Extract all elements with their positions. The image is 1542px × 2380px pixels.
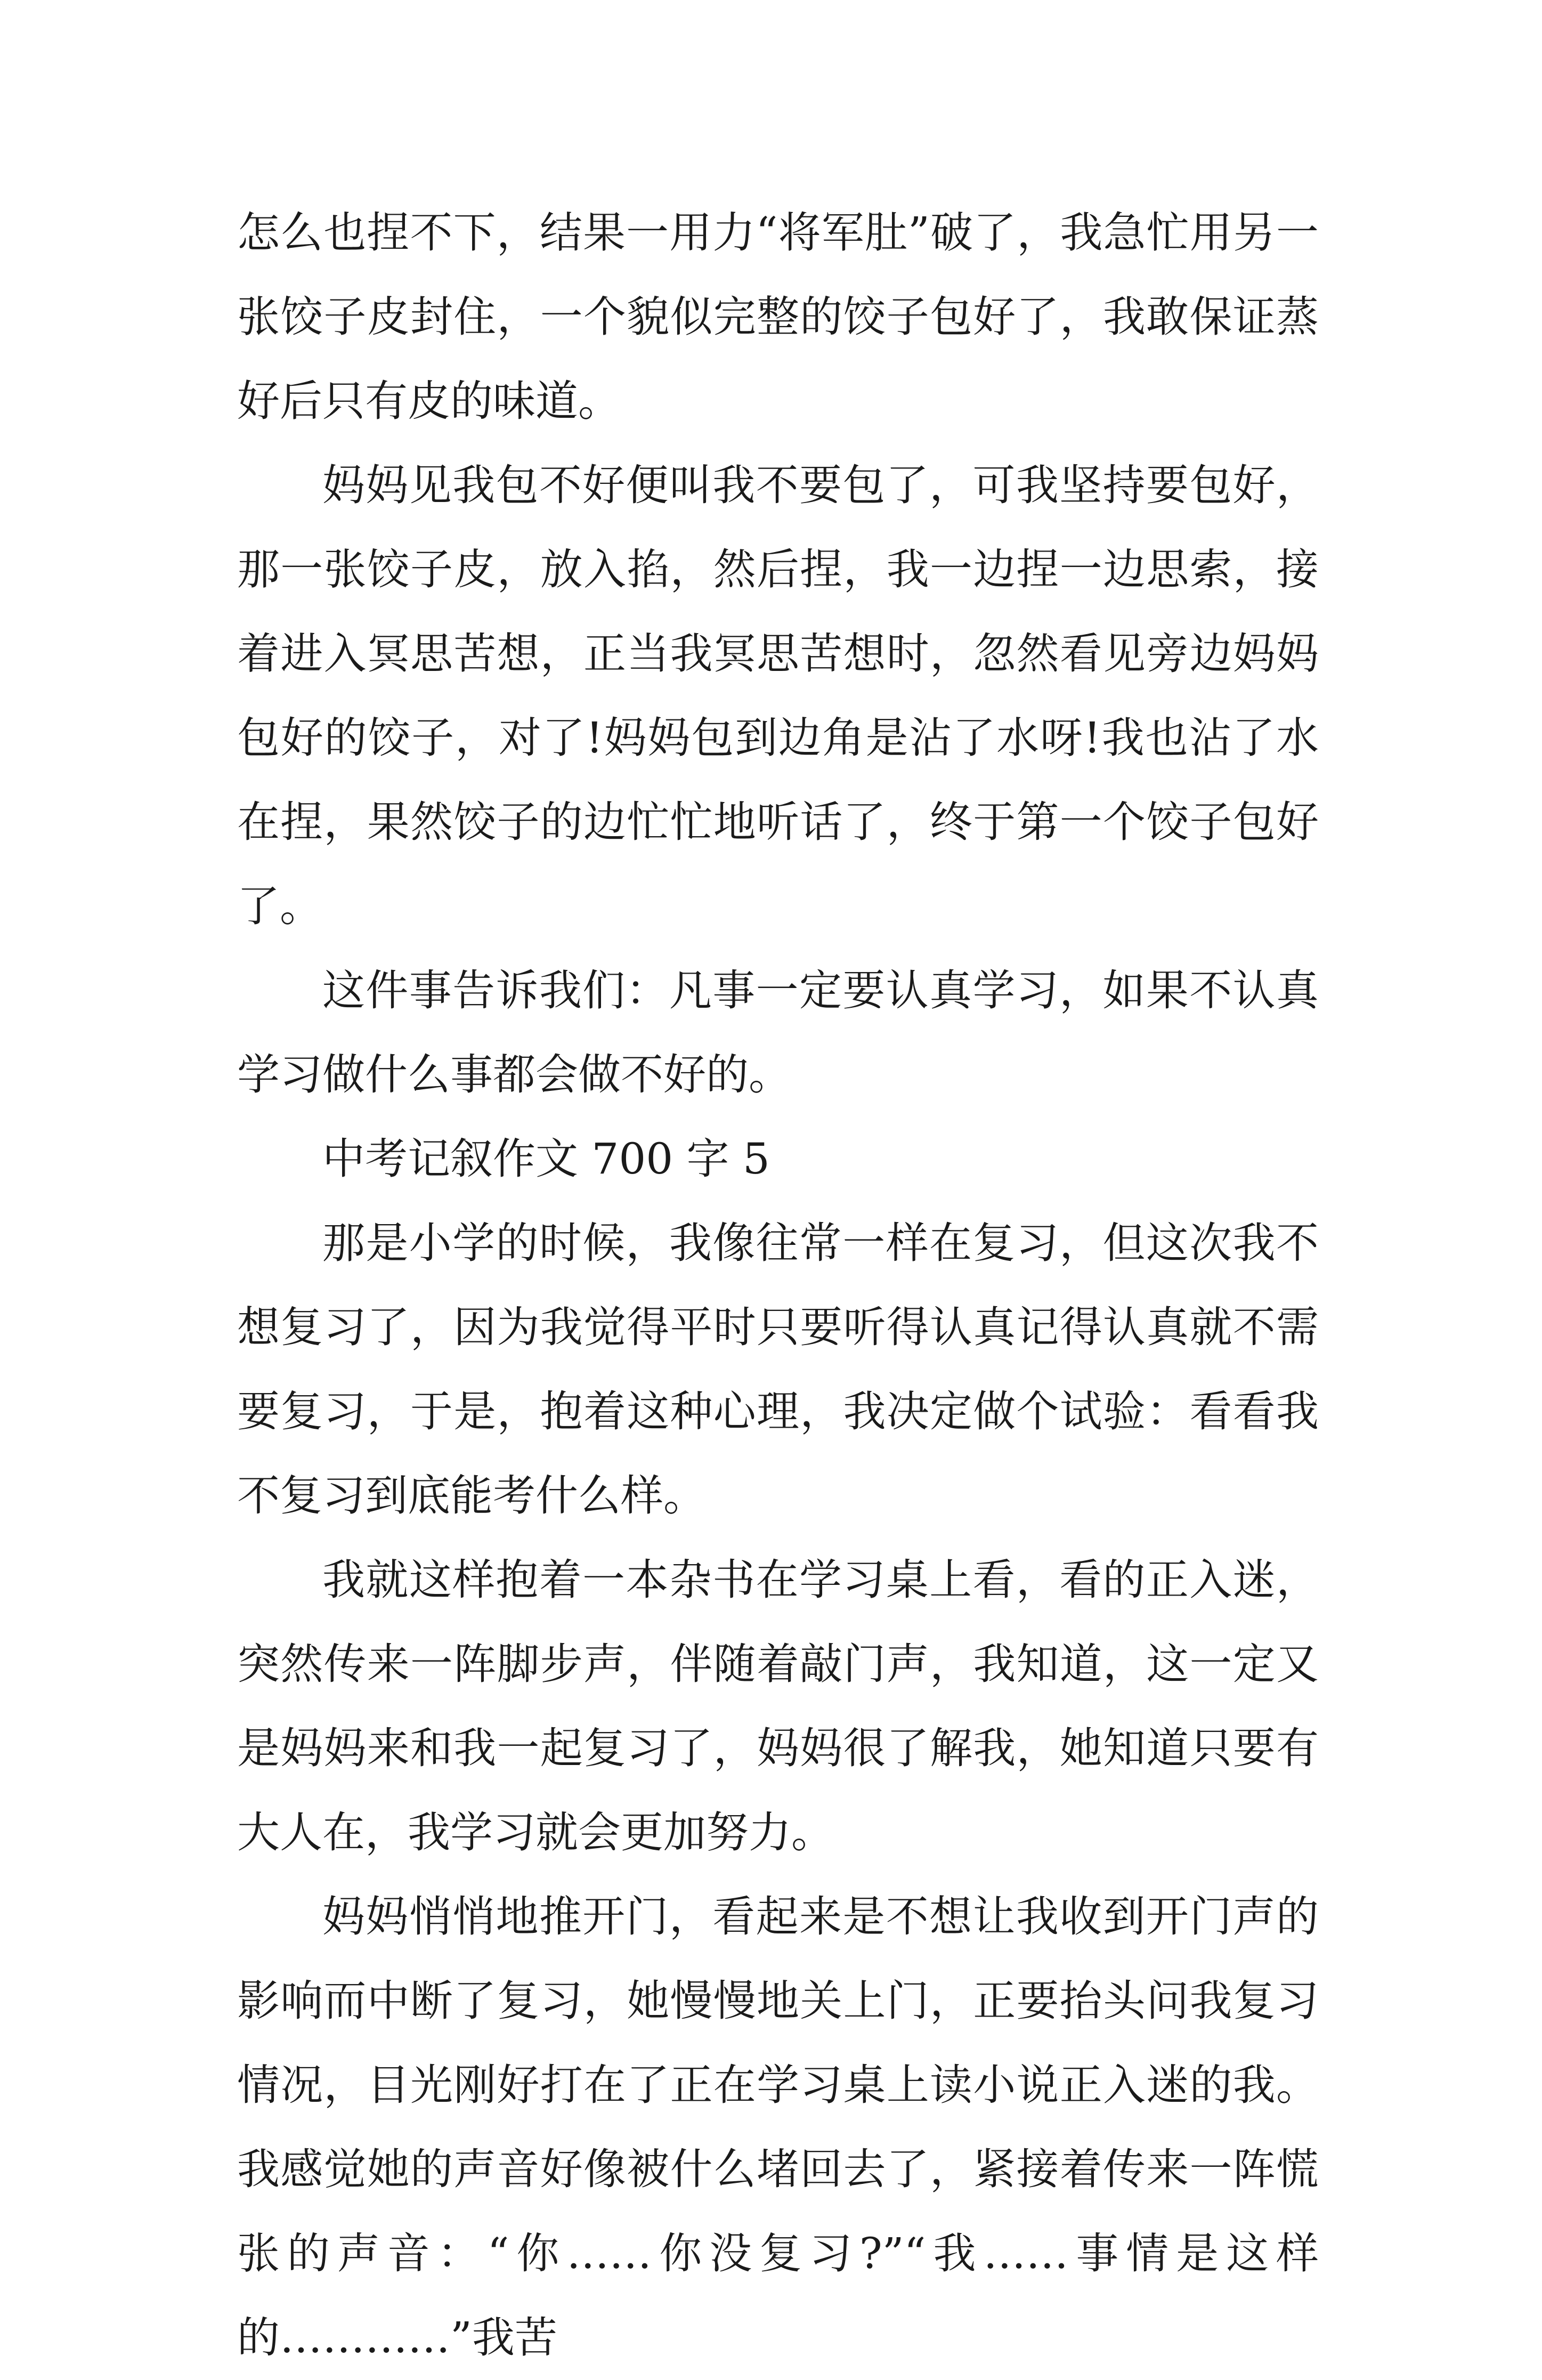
paragraph-3: 这件事告诉我们：凡事一定要认真学习，如果不认真学习做什么事都会做不好的。: [237, 966, 1319, 1099]
section-heading: 中考记叙作文 700 字 5: [322, 1134, 770, 1184]
paragraph-2: 妈妈见我包不好便叫我不要包了，可我坚持要包好，那一张饺子皮，放入掐，然后捏，我一边捏一边思索，接着进入冥思苦想，正当我冥思苦想时，忽然看见旁边妈妈包好的饺子，对了!妈妈包到边角是沾了水呀!我也沾了水在捏，果然饺子的边忙忙地听话了，终于第一个饺子包好了。: [237, 460, 1319, 931]
paragraph-4: 那是小学的时候，我像往常一样在复习，但这次我不想复习了，因为我觉得平时只要听得认真记得认真就不需要复习，于是，抱着这种心理，我决定做个试验：看看我不复习到底能考什么样。: [237, 1218, 1319, 1520]
paragraph-6: 妈妈悄悄地推开门，看起来是不想让我收到开门声的影响而中断了复习，她慢慢地关上门，正要抬头问我复习情况，目光刚好打在了正在学习桌上读小说正入迷的我。我感觉她的声音好像被什么堵回去了，紧接着传来一阵慌张的声音：“你……你没复习?”“我……事情是这样的…………”我苦: [237, 1892, 1319, 2362]
document-body: [237, 191, 1319, 2380]
paragraph-1: 怎么也捏不下，结果一用力“将军肚”破了，我急忙用另一张饺子皮封住，一个貌似完整的饺子包好了，我敢保证蒸好后只有皮的味道。: [237, 208, 1319, 426]
paragraph-5: 我就这样抱着一本杂书在学习桌上看，看的正入迷，突然传来一阵脚步声，伴随着敲门声，我知道，这一定又是妈妈来和我一起复习了，妈妈很了解我，她知道只要有大人在，我学习就会更加努力。: [237, 1555, 1319, 1857]
